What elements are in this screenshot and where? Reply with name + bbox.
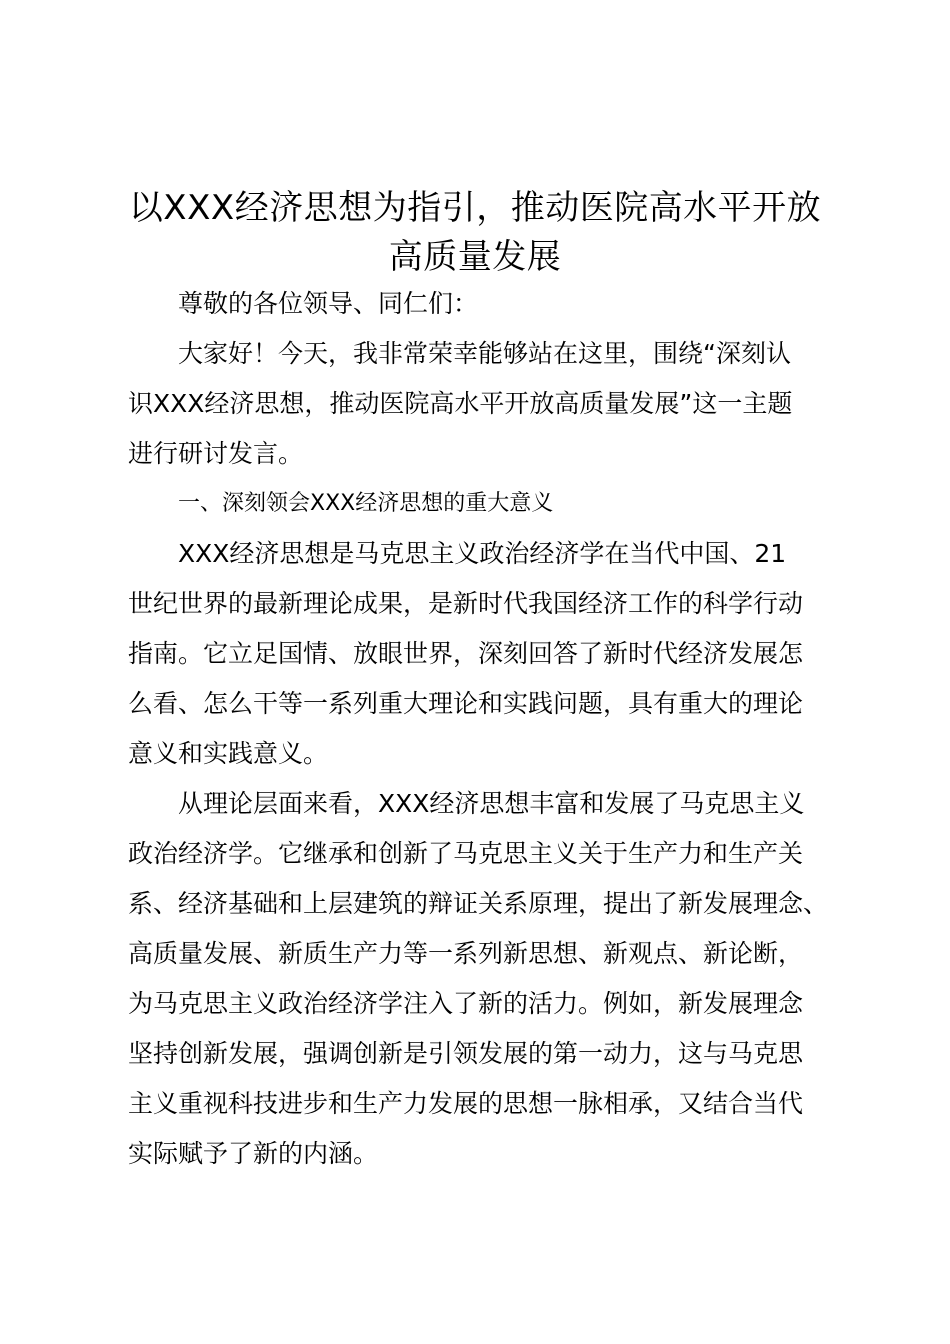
paragraph-line: 坚持创新发展，强调创新是引领发展的第一动力，这与马克思 (128, 1039, 804, 1068)
paragraph-line: 么看、怎么干等一系列重大理论和实践问题，具有重大的理论 (128, 689, 804, 718)
paragraph-line: 意义和实践意义。 (128, 739, 329, 768)
paragraph-line: XXX经济思想是马克思主义政治经济学在当代中国、21 (178, 539, 787, 568)
paragraph-line: 系、经济基础和上层建筑的辩证关系原理，提出了新发展理念、 (128, 889, 829, 918)
paragraph-line: 高质量发展、新质生产力等一系列新思想、新观点、新论断， (128, 939, 804, 968)
paragraph-line: 主义重视科技进步和生产力发展的思想一脉相承，又结合当代 (128, 1089, 804, 1118)
paragraph-line: 实际赋予了新的内涵。 (128, 1139, 379, 1168)
document-title-line-1: 以XXX经济思想为指引，推动医院高水平开放 (128, 188, 822, 228)
document-title-line-2: 高质量发展 (388, 237, 562, 277)
section-heading: 一、深刻领会XXX经济思想的重大意义 (178, 491, 554, 516)
paragraph-line: 政治经济学。它继承和创新了马克思主义关于生产力和生产关 (128, 839, 804, 868)
paragraph-line: 识XXX经济思想，推动医院高水平开放高质量发展”这一主题 (128, 389, 793, 418)
paragraph-line: 进行研讨发言。 (128, 439, 304, 468)
paragraph-line: 世纪世界的最新理论成果，是新时代我国经济工作的科学行动 (128, 589, 804, 618)
salutation: 尊敬的各位领导、同仁们： (178, 289, 479, 318)
paragraph-line: 为马克思主义政治经济学注入了新的活力。例如，新发展理念 (128, 989, 804, 1018)
paragraph-line: 大家好！今天，我非常荣幸能够站在这里，围绕“深刻认 (178, 339, 791, 368)
paragraph-line: 指南。它立足国情、放眼世界，深刻回答了新时代经济发展怎 (128, 639, 804, 668)
paragraph-line: 从理论层面来看，XXX经济思想丰富和发展了马克思主义 (178, 789, 805, 818)
